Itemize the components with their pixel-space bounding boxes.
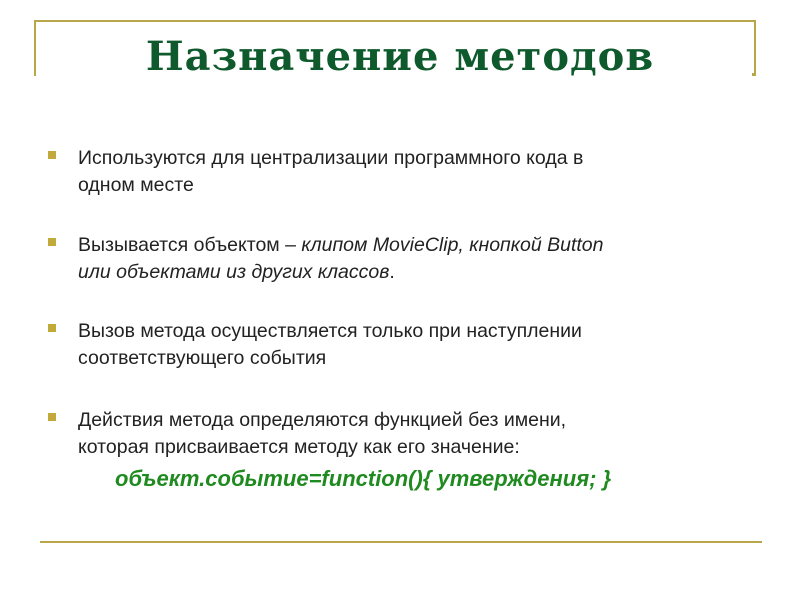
bottom-divider bbox=[40, 541, 762, 543]
title-frame-top-border bbox=[34, 20, 756, 22]
bullet-text-4: Действия метода определяются функцией без имени, которая присваивается методу как его значение: bbox=[78, 409, 567, 458]
bullet-text-3: Вызов метода осуществляется только при наступлении соответствующего события bbox=[78, 320, 582, 369]
bullet-marker-icon bbox=[48, 238, 56, 246]
code-example: объект.событие=function(){ утверждения; } bbox=[115, 466, 612, 491]
bullet-marker-icon bbox=[48, 413, 56, 421]
bullet-text-2: Вызывается объектом – клипом MovieClip, кнопкой Button или объектами из других классов. bbox=[78, 234, 604, 283]
bullet-marker-icon bbox=[48, 151, 56, 159]
slide-title: Назначение методов bbox=[145, 33, 655, 80]
bullet-text-1: Используются для централизации программного кода в одном месте bbox=[78, 147, 584, 196]
bullet-marker-icon bbox=[48, 324, 56, 332]
